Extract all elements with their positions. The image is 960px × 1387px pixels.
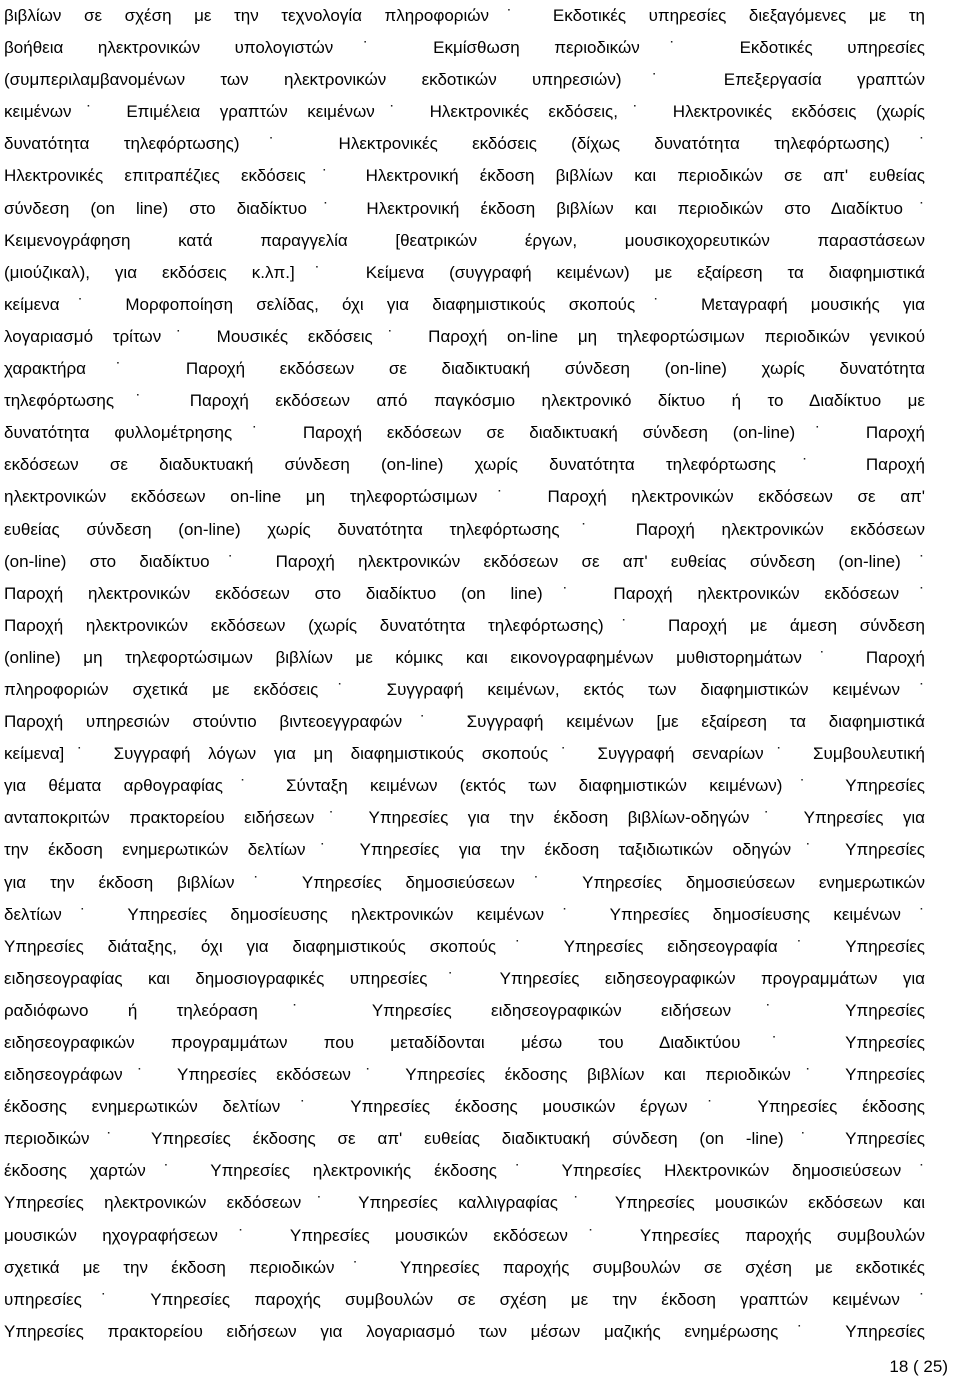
text-line: Υπηρεσίες ηλεκτρονικών εκδόσεων˙ Υπηρεσίες καλλιγραφίας˙ Υπηρεσίες μουσικών εκδόσεων και [4, 1193, 925, 1213]
text-line: βοήθεια ηλεκτρονικών υπολογιστών˙ Εκμίσθωση περιοδικών˙ Εκδοτικές υπηρεσίες [4, 38, 925, 58]
text-line: για θέματα αρθογραφίας˙ Σύνταξη κειμένων (εκτός των διαφημιστικών κειμένων)˙ Υπηρεσίες [4, 776, 925, 796]
text-line: ειδησεογραφίας και δημοσιογραφικές υπηρεσίες˙ Υπηρεσίες ειδησεογραφικών προγραμμάτων για [4, 968, 925, 988]
text-line: την έκδοση ενημερωτικών δελτίων˙ Υπηρεσίες για την έκδοση ταξιδιωτικών οδηγών˙ Υπηρεσίες [4, 840, 925, 860]
text-line: βιβλίων σε σχέση με την τεχνολογία πληροφοριών˙ Εκδοτικές υπηρεσίες διεξαγόμενες με τη [4, 6, 925, 25]
text-line: (on-line) στο διαδίκτυο˙ Παροχή ηλεκτρονικών εκδόσεων σε απ' ευθείας σύνδεση (on-line)˙ [4, 551, 925, 571]
text-line: ραδιόφωνο ή τηλεόραση˙ Υπηρεσίες ειδησεογραφικών ειδήσεων˙ Υπηρεσίες [4, 1000, 925, 1020]
text-line: (μιούζικαλ), για εκδόσεις κ.λπ.]˙ Κείμενα (συγγραφή κειμένων) με εξαίρεση τα διαφημιστικά [4, 262, 925, 282]
text-line: (online) μη τηλεφορτώσιμων βιβλίων με κόμικς και εικονογραφημένων μυθιστορημάτων˙ Παροχή [4, 647, 925, 667]
text-line: Κειμενογράφηση κατά παραγγελία [θεατρικών έργων, μουσικοχορευτικών παραστάσεων [4, 230, 925, 250]
text-line: υπηρεσίες˙ Υπηρεσίες παροχής συμβουλών σε σχέση με την έκδοση γραπτών κειμένων˙ [4, 1289, 925, 1309]
text-line: κείμενα˙ Μορφοποίηση σελίδας, όχι για διαφημιστικούς σκοπούς˙ Μεταγραφή μουσικής για [4, 294, 925, 314]
text-line: ειδησεογραφικών προγραμμάτων που μεταδίδονται μέσω του Διαδικτύου˙ Υπηρεσίες [4, 1033, 925, 1052]
text-line: Υπηρεσίες πρακτορείου ειδήσεων για λογαριασμό των μέσων μαζικής ενημέρωσης˙ Υπηρεσίες [4, 1321, 925, 1341]
text-line: κείμενα]˙ Συγγραφή λόγων για μη διαφημιστικούς σκοπούς˙ Συγγραφή σεναρίων˙ Συμβουλευτική [4, 744, 925, 764]
text-line: σχετικά με την έκδοση περιοδικών˙ Υπηρεσίες παροχής συμβουλών σε σχέση με εκδοτικές [4, 1257, 925, 1277]
text-line: (συμπεριλαμβανομένων των ηλεκτρονικών εκδοτικών υπηρεσιών)˙ Επεξεργασία γραπτών [4, 70, 925, 90]
text-line: δελτίων˙ Υπηρεσίες δημοσίευσης ηλεκτρονικών κειμένων˙ Υπηρεσίες δημοσίευσης κειμένων˙ [4, 904, 925, 924]
text-line: Παροχή ηλεκτρονικών εκδόσεων στο διαδίκτυο (on line)˙ Παροχή ηλεκτρονικών εκδόσεων˙ [4, 583, 925, 603]
text-line: χαρακτήρα˙ Παροχή εκδόσεων σε διαδικτυακή σύνδεση (on-line) χωρίς δυνατότητα [4, 359, 925, 379]
text-line: μουσικών ηχογραφήσεων˙ Υπηρεσίες μουσικών εκδόσεων˙ Υπηρεσίες παροχής συμβουλών [4, 1225, 925, 1245]
text-line: ευθείας σύνδεση (on-line) χωρίς δυνατότητα τηλεφόρτωσης˙ Παροχή ηλεκτρονικών εκδόσεων [4, 519, 925, 539]
page-number: 18 ( 25) [889, 1357, 948, 1376]
text-line: Παροχή υπηρεσιών στούντιο βιντεοεγγραφών˙ Συγγραφή κειμένων [με εξαίρεση τα διαφημιστικά [4, 712, 925, 732]
text-line: ειδησεογράφων˙ Υπηρεσίες εκδόσεων˙ Υπηρεσίες έκδοσης βιβλίων και περιοδικών˙ Υπηρεσίες [4, 1065, 925, 1085]
text-line: Υπηρεσίες διάταξης, όχι για διαφημιστικούς σκοπούς˙ Υπηρεσίες ειδησεογραφία˙ Υπηρεσίες [4, 936, 925, 956]
text-line: περιοδικών˙ Υπηρεσίες έκδοσης σε απ' ευθείας διαδικτυακή σύνδεση (on -line)˙ Υπηρεσίες [4, 1129, 925, 1149]
text-line: έκδοσης χαρτών˙ Υπηρεσίες ηλεκτρονικής έκδοσης˙ Υπηρεσίες Ηλεκτρονικών δημοσιεύσεων˙ [4, 1161, 925, 1181]
text-line: έκδοσης ενημερωτικών δελτίων˙ Υπηρεσίες έκδοσης μουσικών έργων˙ Υπηρεσίες έκδοσης [4, 1097, 925, 1117]
text-line: Παροχή ηλεκτρονικών εκδόσεων (χωρίς δυνατότητα τηλεφόρτωσης)˙ Παροχή με άμεση σύνδεση [4, 615, 925, 635]
text-line: τηλεφόρτωσης˙ Παροχή εκδόσεων από παγκόσμιο ηλεκτρονικό δίκτυο ή το Διαδίκτυο με [4, 391, 925, 411]
text-line: λογαριασμό τρίτων˙ Μουσικές εκδόσεις˙ Παροχή on-line μη τηλεφορτώσιμων περιοδικών γενικού [4, 326, 925, 346]
text-line: δυνατότητα φυλλομέτρησης˙ Παροχή εκδόσεων σε διαδικτυακή σύνδεση (on-line)˙ Παροχή [4, 423, 925, 443]
text-line: Ηλεκτρονικές επιτραπέζιες εκδόσεις˙ Ηλεκτρονική έκδοση βιβλίων και περιοδικών σε απ' ευθείας [4, 166, 925, 186]
text-line: ανταποκριτών πρακτορείου ειδήσεων˙ Υπηρεσίες για την έκδοση βιβλίων-οδηγών˙ Υπηρεσίες για [4, 808, 925, 828]
text-line: σύνδεση (on line) στο διαδίκτυο˙ Ηλεκτρονική έκδοση βιβλίων και περιοδικών στο Διαδίκτυο˙ [4, 198, 925, 218]
text-line: δυνατότητα τηλεφόρτωσης)˙ Ηλεκτρονικές εκδόσεις (δίχως δυνατότητα τηλεφόρτωσης)˙ [4, 134, 925, 154]
text-line: εκδόσεων σε διαδυκτυακή σύνδεση (on-line) χωρίς δυνατότητα τηλεφόρτωσης˙ Παροχή [4, 455, 925, 475]
body-text [4, 0, 925, 1348]
text-line: για την έκδοση βιβλίων˙ Υπηρεσίες δημοσιεύσεων˙ Υπηρεσίες δημοσιεύσεων ενημερωτικών [4, 872, 925, 892]
text-line: κειμένων˙ Επιμέλεια γραπτών κειμένων˙ Ηλεκτρονικές εκδόσεις,˙ Ηλεκτρονικές εκδόσεις (χωρίς [4, 102, 925, 122]
text-line: πληροφοριών σχετικά με εκδόσεις˙ Συγγραφή κειμένων, εκτός των διαφημιστικών κειμένων˙ [4, 679, 925, 699]
text-line: ηλεκτρονικών εκδόσεων on-line μη τηλεφορτώσιμων˙ Παροχή ηλεκτρονικών εκδόσεων σε απ' [4, 487, 925, 507]
